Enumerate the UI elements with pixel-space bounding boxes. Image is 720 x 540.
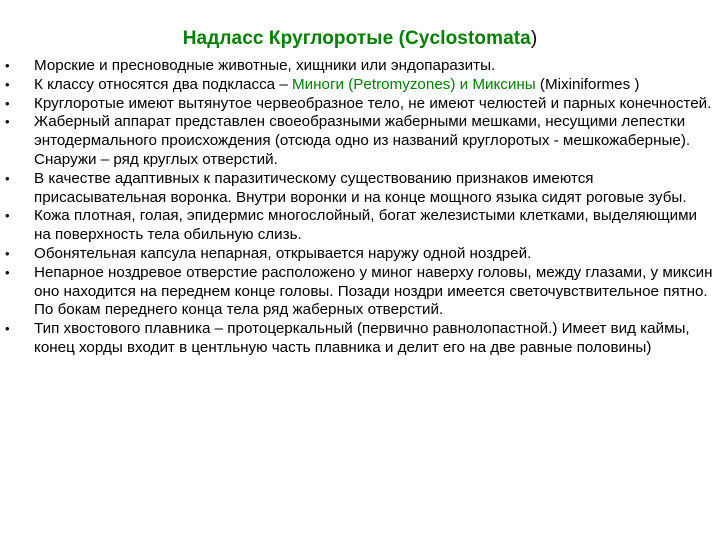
title-close-paren: ) — [530, 28, 538, 49]
item-text: К классу относятся два подкласса – — [34, 75, 293, 93]
bullet-icon: • — [5, 76, 10, 92]
bullet-icon: • — [5, 264, 10, 280]
highlight-petromyzones: Миноги (Petromyzones) — [292, 75, 456, 93]
list-item — [0, 113, 720, 169]
list-item — [0, 264, 720, 320]
list-item — [0, 76, 720, 95]
item-text: Тип хвостового плавника – протоцеркальный (первично равнолопастной.) Имеет вид каймы, конец хорды входит в центльную часть плавника и делит его на две равные половины) — [34, 320, 690, 356]
bullet-icon: • — [5, 95, 10, 111]
page-title — [0, 28, 720, 50]
item-text: Круглоротые имеют вытянутое червеобразное тело, не имеют челюстей и парных конечностей. — [34, 94, 712, 112]
bullet-icon: • — [5, 170, 10, 186]
bullet-icon: • — [5, 245, 10, 261]
item-text: Кожа плотная, голая, эпидермис многослойный, богат железистыми клетками, выделяющими на поверхность тела обильную слизь. — [34, 207, 698, 244]
bullet-icon: • — [5, 114, 10, 130]
item-text: Жаберный аппарат представлен своеобразными жаберными мешками, несущими лепестки энтодермального происхождения (отсюда одно из названий круглоротых - мешкожаберные). Снаружи – ряд круглых отверстий. — [34, 113, 691, 168]
item-text: Морские и пресноводные животные, хищники или эндопаразиты. — [34, 57, 496, 74]
item-text: Непарное ноздревое отверстие расположено у миног наверху головы, между глазами, у миксин оно находится на переднем конце головы. Позади ноздри имеется светочувствительное пятно. По бокам переднего конца тела ряд жаберных отверстий. — [34, 263, 713, 319]
list-item — [0, 320, 720, 358]
title-main: Надласс Круглоротые (Cyclostomata — [182, 28, 531, 49]
bullet-list — [0, 57, 720, 358]
item-text: Обонятельная капсула непарная, открывается наружу одной ноздрей. — [34, 244, 532, 262]
item-text-tail: (Mixiniformes ) — [535, 75, 640, 93]
bullet-icon: • — [5, 321, 10, 337]
highlight-conjunction: и — [455, 75, 473, 93]
bullet-icon: • — [5, 208, 10, 224]
list-item — [0, 170, 720, 208]
list-item — [0, 207, 720, 245]
highlight-myxini: Миксины — [472, 75, 536, 93]
list-item — [0, 57, 720, 76]
list-item — [0, 245, 720, 264]
list-item — [0, 95, 720, 114]
item-text: В качестве адаптивных к паразитическому существованию признаков имеются присасывательная воронка. Внутри воронки и на конце мощного языка сидят роговые зубы. — [34, 169, 687, 206]
bullet-icon: • — [5, 58, 10, 73]
